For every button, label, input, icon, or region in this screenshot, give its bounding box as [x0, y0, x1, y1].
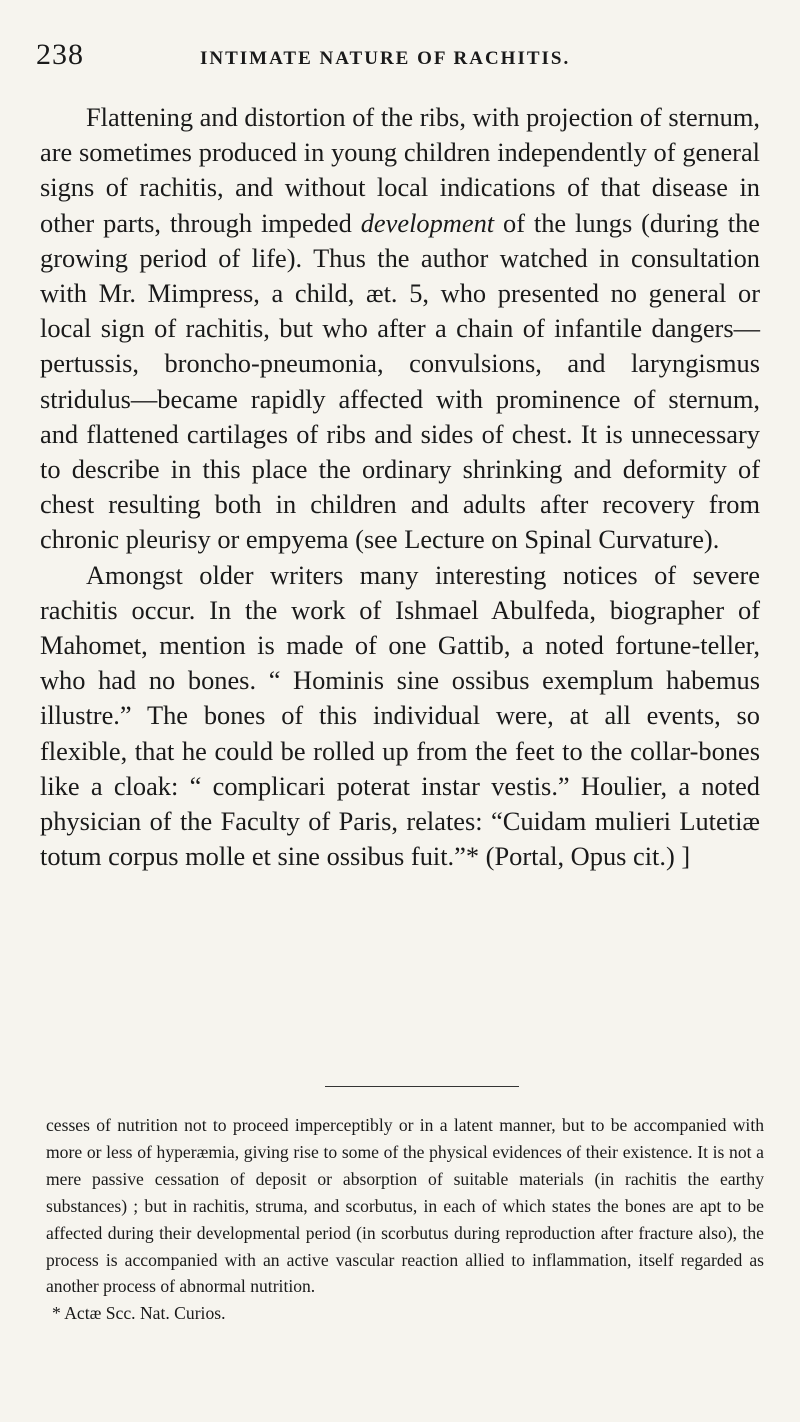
page-number: 238 — [36, 38, 84, 71]
footnote-star: * Actæ Scc. Nat. Curios. — [52, 1303, 226, 1324]
paragraph-older-writers: Amongst older writers many interesting notices of severe rachitis occur. In the work of Ishmael Abulfeda, biographer of Mahomet, mention is made of one Gattib, a noted fortune-teller, who had no bones. “ Hominis sine ossibus exemplum habemus illustre.” The bones of this individual were, at all events, so flexible, that he could be rolled up from the feet to the collar-bones like a cloak: “ complicari poterat instar vestis.” Houlier, a noted physician of the Faculty of Paris, relates: “Cuidam mulieri Lutetiæ totum corpus molle et sine ossibus fuit.”* (Portal, Opus cit.) ] — [40, 559, 760, 872]
running-title: INTIMATE NATURE OF RACHITIS. — [200, 48, 571, 69]
footnote-divider — [325, 1086, 519, 1087]
paragraph-text: of the lungs (during the growing period of life). Thus the author watched in consultation with Mr. Mimpress, a child, æt. 5, who presented no general or local sign of rachitis, but who after a chain of infantile dangers—pertussis, broncho-pneumonia, convulsions, and laryngismus stridulus—became rapidly affected with prominence of sternum, and flattened cartilages of ribs and sides of chest. It is unnecessary to describe in this place the ordinary shrinking and deformity of chest resulting both in children and adults after recovery from chronic pleurisy or empyema (see Lecture on Spinal Curvature). — [40, 207, 760, 555]
footnotes — [46, 1112, 764, 1327]
paragraph-ribs-flattening — [40, 100, 760, 558]
footnote-continuation: cesses of nutrition not to proceed imperceptibly or in a latent manner, but to be accompanied with more or less of hyperæmia, giving rise to some of the physical evidences of their existence. It is not a mere passive cessation of deposit or absorption of suitable materials (in rachitis the earthy substances) ; but in rachitis, struma, and scorbutus, in each of which states the bones are apt to be affected during their developmental period (in scorbutus during reproduction after fracture also), the process is accompanied with an active vascular reaction allied to inflammation, itself regarded as another process of abnormal nutrition. — [46, 1115, 764, 1297]
italic-term: development — [360, 207, 495, 238]
main-text — [40, 100, 760, 874]
running-head — [36, 38, 760, 78]
paragraph-text: Flattening and distortion of the ribs, with projection of sternum, are sometimes produced in young children independently of general signs of rachitis, and without local indications of that disease in other parts, through impeded — [40, 102, 760, 238]
